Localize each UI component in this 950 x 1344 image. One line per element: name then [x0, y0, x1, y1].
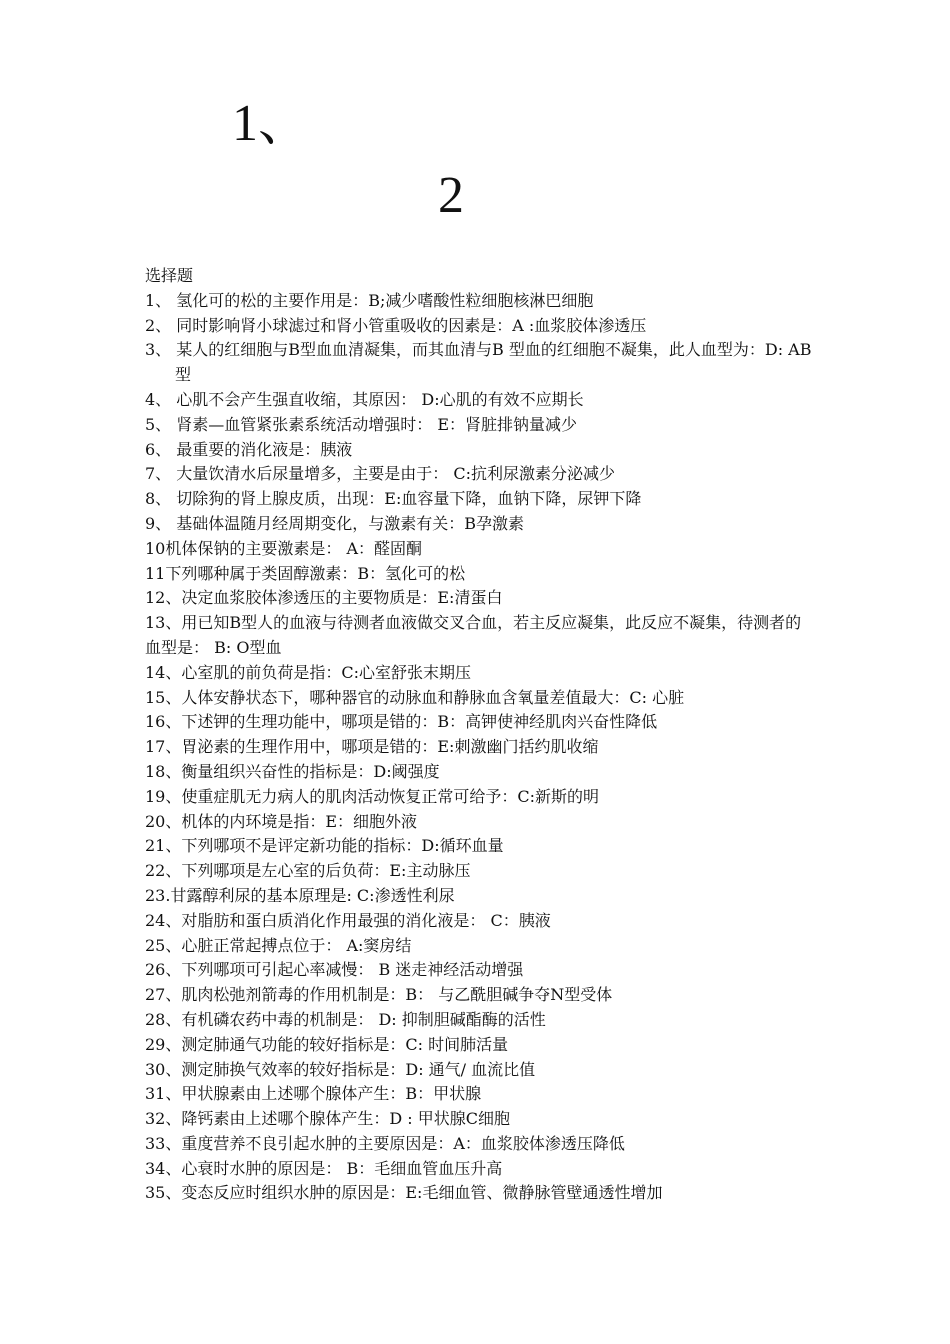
question-number: 3、 — [145, 340, 172, 360]
question-item — [145, 562, 815, 587]
question-text: 机体保钠的主要激素是： A：醛固酮 — [165, 538, 423, 558]
question-list — [145, 289, 815, 1206]
question-text: 决定血浆胶体渗透压的主要物质是：E:清蛋白 — [181, 588, 503, 608]
question-item — [145, 1181, 815, 1206]
question-number: 23. — [145, 885, 171, 905]
question-text: 测定肺通气功能的较好指标是：C: 时间肺活量 — [181, 1034, 509, 1054]
question-number: 28、 — [145, 1009, 182, 1029]
question-number: 25、 — [145, 935, 182, 955]
question-text: 切除狗的肾上腺皮质，出现：E:血容量下降，血钠下降，尿钾下降 — [171, 489, 642, 509]
heading-number-2: 2 — [438, 167, 464, 224]
question-number: 22、 — [145, 861, 182, 881]
heading-number-1: 1、 — [232, 95, 311, 152]
question-number: 21、 — [145, 836, 182, 856]
question-number: 30、 — [145, 1059, 182, 1079]
question-text: 基础体温随月经周期变化，与激素有关：B孕激素 — [171, 513, 525, 533]
question-text: 机体的内环境是指：E：细胞外液 — [181, 811, 418, 831]
question-text: 氢化可的松的主要作用是：B;减少嗜酸性粒细胞核淋巴细胞 — [171, 290, 594, 310]
question-text: 衡量组织兴奋性的指标是：D:阈强度 — [181, 761, 440, 781]
question-item — [145, 760, 815, 785]
question-text: 胃泌素的生理作用中，哪项是错的：E:刺激幽门括约肌收缩 — [181, 737, 599, 757]
question-item — [145, 686, 815, 711]
question-item — [145, 909, 815, 934]
question-item — [145, 611, 815, 661]
question-item — [145, 810, 815, 835]
question-text: 下列哪项是左心室的后负荷：E:主动脉压 — [181, 861, 471, 881]
question-item — [145, 1033, 815, 1058]
question-number: 10 — [145, 538, 166, 558]
question-text: 有机磷农药中毒的机制是： D: 抑制胆碱酯酶的活性 — [181, 1009, 546, 1029]
question-text: 大量饮清水后尿量增多，主要是由于： C:抗利尿激素分泌减少 — [171, 464, 615, 484]
question-number: 7、 — [145, 464, 172, 484]
question-text: 最重要的消化液是：胰液 — [171, 439, 353, 459]
question-item — [145, 462, 815, 487]
question-text: 下列哪种属于类固醇激素：B：氢化可的松 — [165, 563, 466, 583]
question-text: 对脂肪和蛋白质消化作用最强的消化液是： C：胰液 — [181, 910, 551, 930]
question-number: 13、 — [145, 613, 182, 633]
question-item — [145, 1008, 815, 1033]
question-text: 使重症肌无力病人的肌肉活动恢复正常可给予：C:新斯的明 — [181, 786, 600, 806]
question-number: 34、 — [145, 1158, 182, 1178]
question-number: 19、 — [145, 786, 182, 806]
question-text: 甘露醇利尿的基本原理是: C:渗透性利尿 — [170, 885, 455, 905]
question-item — [145, 289, 815, 314]
question-item — [145, 710, 815, 735]
question-item — [145, 1082, 815, 1107]
question-number: 29、 — [145, 1034, 182, 1054]
question-number: 33、 — [145, 1133, 182, 1153]
question-number: 27、 — [145, 985, 182, 1005]
question-number: 11 — [145, 563, 166, 583]
question-item — [145, 388, 815, 413]
question-text: 某人的红细胞与B型血血清凝集，而其血清与B 型血的红细胞不凝集，此人血型为：D: AB型 — [171, 340, 812, 385]
question-number: 17、 — [145, 737, 182, 757]
question-text: 肾素—血管紧张素系统活动增强时： E：肾脏排钠量减少 — [171, 414, 578, 434]
question-item — [145, 537, 815, 562]
question-number: 16、 — [145, 712, 182, 732]
question-text: 甲状腺素由上述哪个腺体产生：B：甲状腺 — [181, 1084, 482, 1104]
question-item — [145, 785, 815, 810]
question-text: 心室肌的前负荷是指：C:心室舒张末期压 — [181, 662, 472, 682]
question-item — [145, 983, 815, 1008]
question-text: 降钙素由上述哪个腺体产生：D : 甲状腺C细胞 — [181, 1109, 511, 1129]
question-item — [145, 1107, 815, 1132]
question-item — [145, 834, 815, 859]
question-number: 32、 — [145, 1109, 182, 1129]
question-item — [145, 438, 815, 463]
question-text: 肌肉松弛剂箭毒的作用机制是：B： 与乙酰胆碱争夺N型受体 — [181, 985, 613, 1005]
question-item — [145, 884, 815, 909]
question-number: 15、 — [145, 687, 182, 707]
section-title: 选择题 — [145, 266, 194, 285]
question-text: 重度营养不良引起水肿的主要原因是：A：血浆胶体渗透压降低 — [181, 1133, 625, 1153]
question-number: 24、 — [145, 910, 182, 930]
question-number: 14、 — [145, 662, 182, 682]
question-text: 人体安静状态下，哪种器官的动脉血和静脉血含氧量差值最大：C: 心脏 — [181, 687, 685, 707]
question-item — [145, 487, 815, 512]
question-item — [145, 1132, 815, 1157]
question-item — [145, 413, 815, 438]
question-item — [145, 661, 815, 686]
question-text: 心衰时水肿的原因是： B：毛细血管血压升高 — [181, 1158, 503, 1178]
question-number: 26、 — [145, 960, 182, 980]
question-number: 31、 — [145, 1084, 182, 1104]
question-text: 用已知B型人的血液与待测者血液做交叉合血，若主反应凝集，此反应不凝集，待测者的血型是： B: O型血 — [145, 613, 802, 657]
question-text: 下列哪项不是评定新功能的指标：D:循环血量 — [181, 836, 504, 856]
question-item — [145, 314, 815, 339]
question-section — [145, 264, 815, 1206]
question-item — [145, 586, 815, 611]
question-item — [145, 512, 815, 537]
question-number: 4、 — [145, 389, 172, 409]
question-item — [145, 859, 815, 884]
question-text: 同时影响肾小球滤过和肾小管重吸收的因素是：A :血浆胶体渗透压 — [171, 315, 647, 335]
question-number: 5、 — [145, 414, 172, 434]
question-text: 测定肺换气效率的较好指标是：D: 通气/ 血流比值 — [181, 1059, 536, 1079]
question-number: 2、 — [145, 315, 172, 335]
question-item — [145, 735, 815, 760]
question-item — [145, 1058, 815, 1083]
question-number: 8、 — [145, 489, 172, 509]
question-item — [145, 338, 815, 388]
question-number: 1、 — [145, 290, 172, 310]
question-text: 变态反应时组织水肿的原因是：E:毛细血管、微静脉管壁通透性增加 — [181, 1183, 663, 1203]
question-number: 9、 — [145, 513, 172, 533]
question-item — [145, 1157, 815, 1182]
question-number: 35、 — [145, 1183, 182, 1203]
question-text: 心脏正常起搏点位于： A:窦房结 — [181, 935, 412, 955]
question-text: 下列哪项可引起心率减慢： B 迷走神经活动增强 — [181, 960, 524, 980]
question-number: 6、 — [145, 439, 172, 459]
question-number: 20、 — [145, 811, 182, 831]
question-text: 心肌不会产生强直收缩，其原因： D:心肌的有效不应期长 — [171, 389, 584, 409]
question-number: 18、 — [145, 761, 182, 781]
question-number: 12、 — [145, 588, 182, 608]
question-item — [145, 958, 815, 983]
question-text: 下述钾的生理功能中，哪项是错的：B：高钾使神经肌肉兴奋性降低 — [181, 712, 658, 732]
question-item — [145, 934, 815, 959]
